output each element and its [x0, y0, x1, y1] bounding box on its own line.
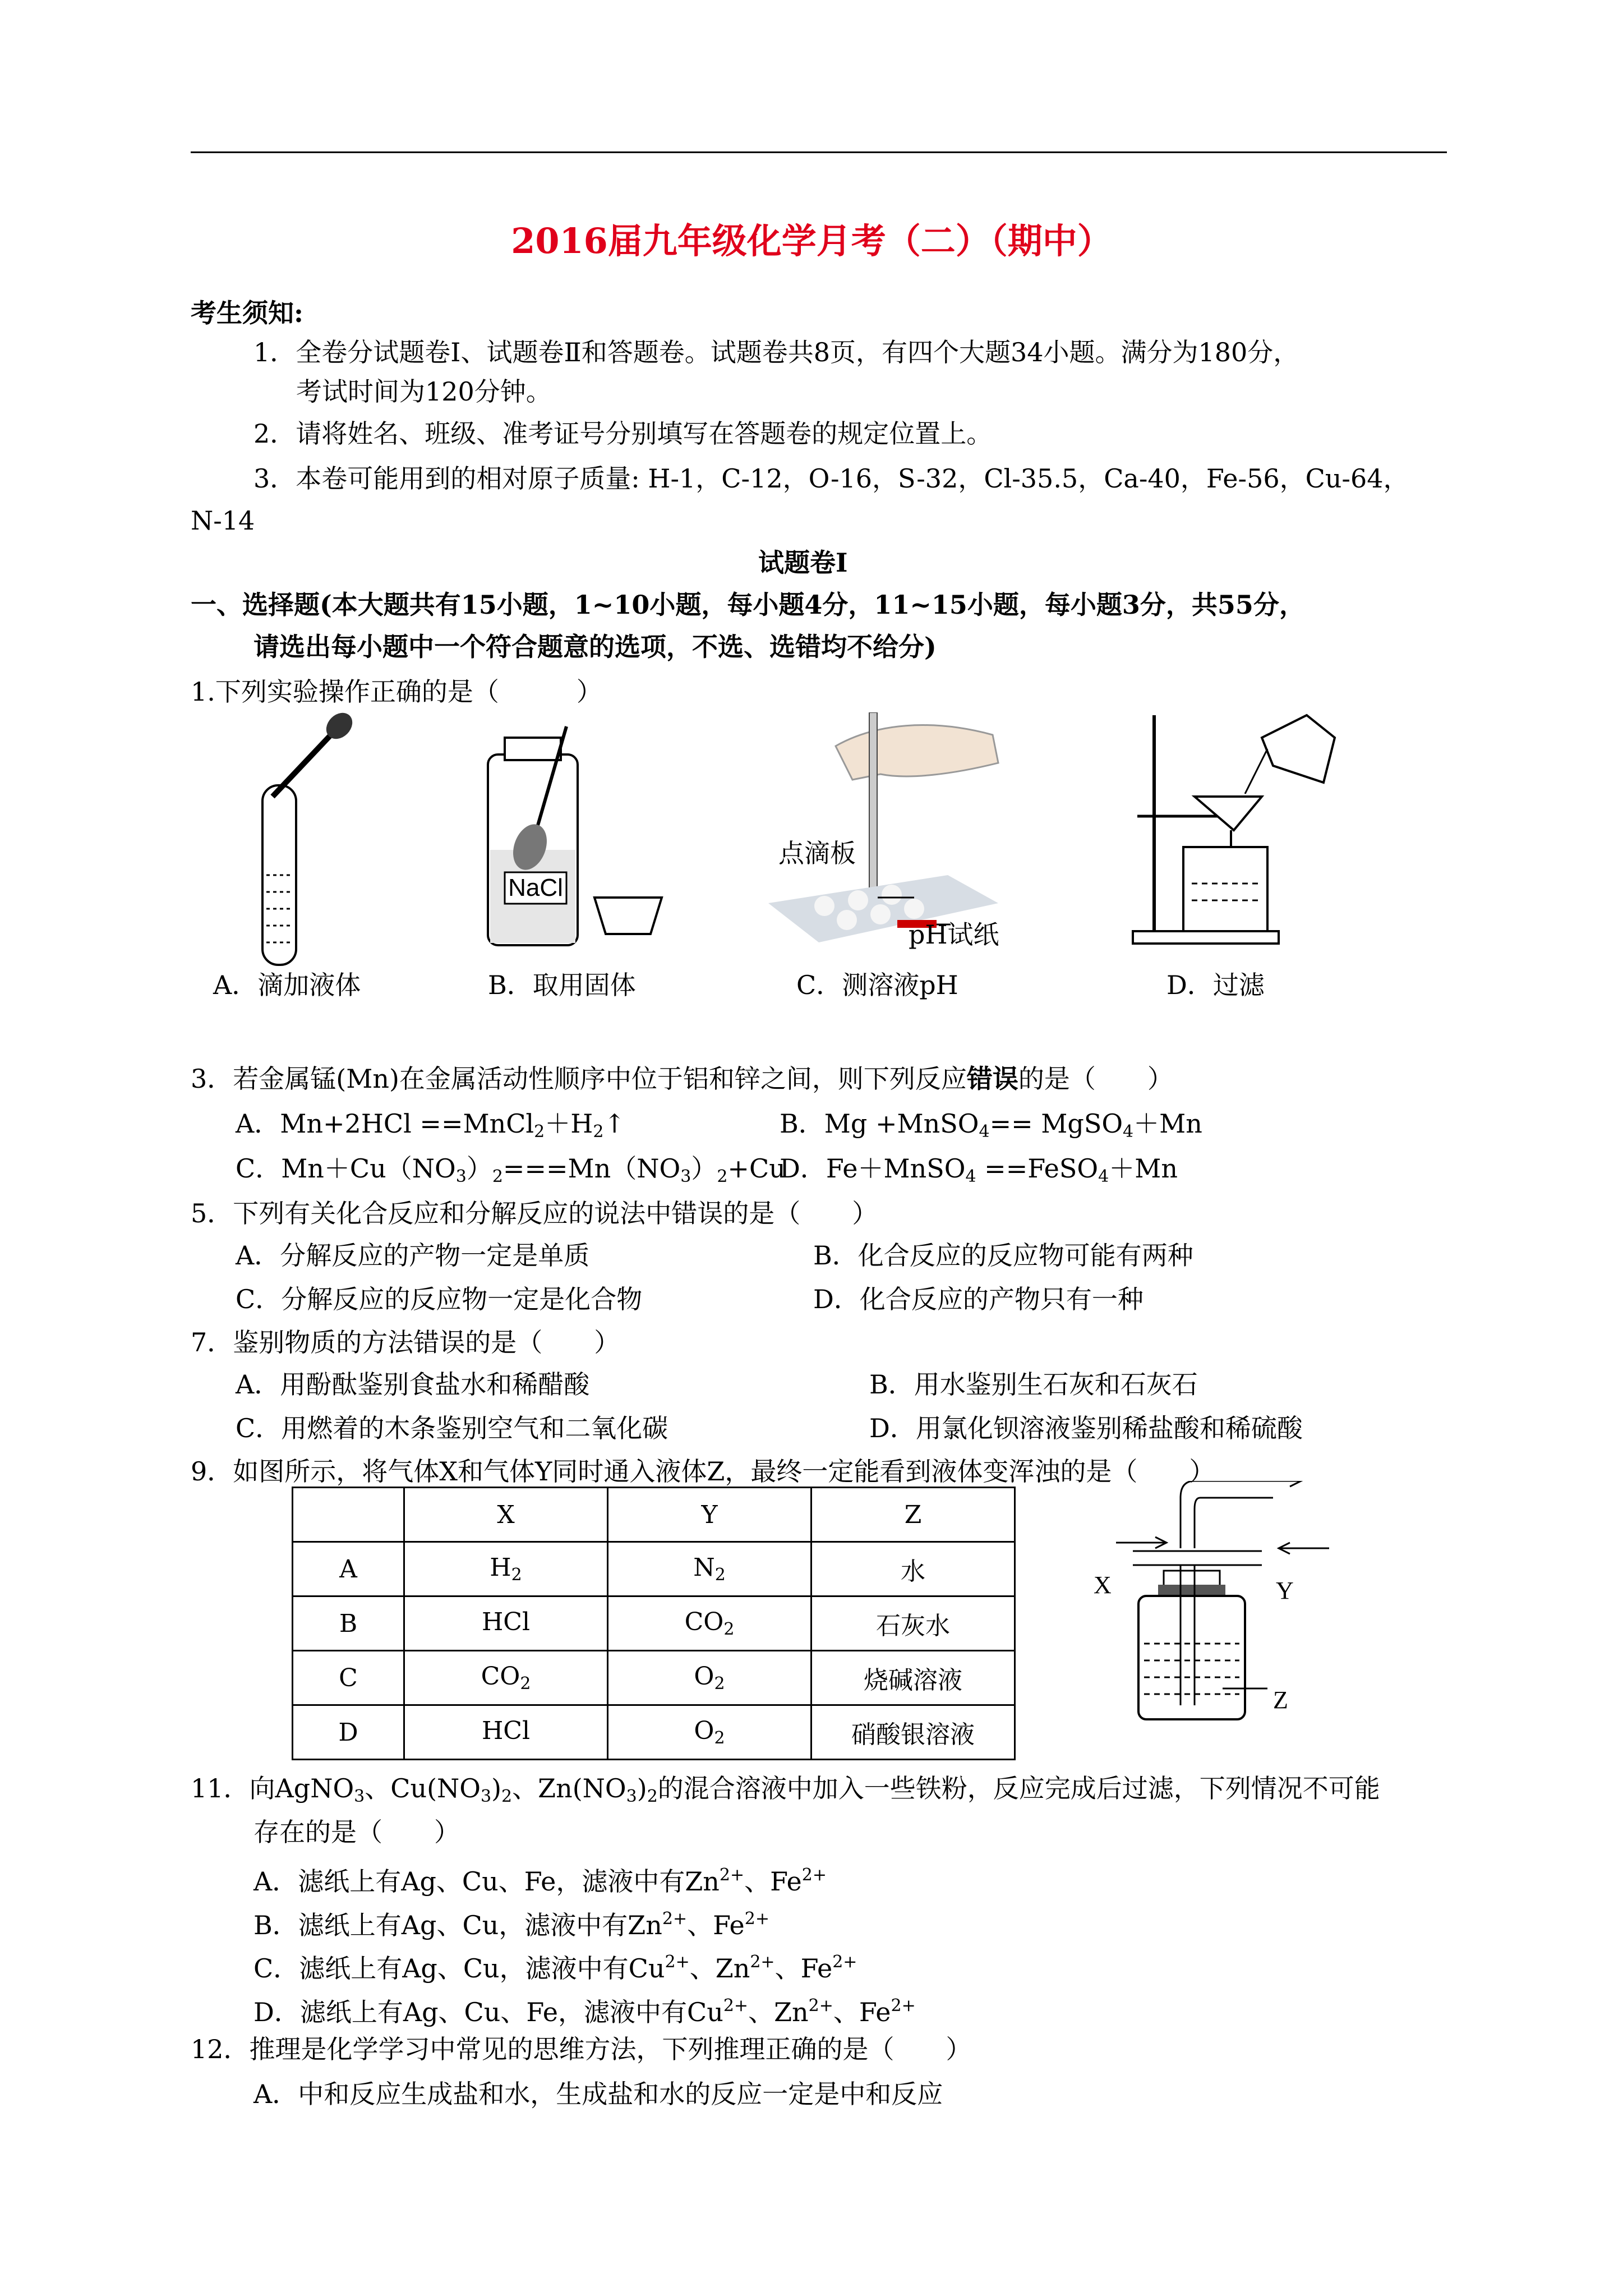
q7-option-b: B．用水鉴别生石灰和石灰石 [869, 1369, 1198, 1400]
part1-heading: 一、选择题(本大题共有15小题，1~10小题，每小题4分，11~15小题，每小题3分，共55分， [191, 590, 1305, 620]
q3-option-a: A．$Mn+2HCl ==MnCl_2+H_2↑$ [236, 1108, 625, 1142]
table-cell [293, 1488, 404, 1542]
notice-heading: 考生须知: [191, 298, 303, 328]
q7-option-c: C．用燃着的木条鉴别空气和二氧化碳 [236, 1413, 668, 1443]
q3-option-d: D．Fe＋MnSO$_4$ ==FeSO$_4$＋Mn [780, 1153, 1178, 1186]
dropper-test-tube-figure [236, 707, 370, 970]
q11-stem: 11．向AgNO$_3$、$Cu(NO_3)_2$、$Zn(NO_3)_2$的混合溶液中加入一些铁粉，反应完成后过滤，下列情况不可能 [191, 1773, 1380, 1806]
liquid-z-label: Z [1273, 1686, 1288, 1714]
q11-option-b: B．滤纸上有Ag、Cu，滤液中有$Zn^{2+}$、$Fe^{2+}$ [253, 1909, 769, 1940]
notice-item-3-cont: N-14 [191, 505, 255, 536]
q11-option-d: D．滤纸上有Ag、Cu、Fe，滤液中有$Cu^{2+}$、$Zn^{2+}$、$Fe^{2+}$ [253, 1996, 916, 2027]
notice-item-1-cont: 考试时间为120分钟。 [296, 376, 552, 407]
spot-plate-label: 点滴板 [778, 838, 856, 868]
q1-caption-a: A．滴加液体 [213, 970, 361, 1000]
q12-stem: 12．推理是化学学习中常见的思维方法，下列推理正确的是（ ） [191, 2034, 972, 2064]
part1-instruction: 请选出每小题中一个符合题意的选项，不选、选错均不给分) [253, 632, 937, 662]
q9-table [292, 1487, 1016, 1760]
q1-stem: 1.下列实验操作正确的是（ ） [191, 677, 602, 707]
section-title: 试题卷Ⅰ [758, 547, 848, 578]
ph-paper-label: pH试纸 [909, 919, 999, 950]
table-cell: X [404, 1488, 608, 1542]
gas-y-label: Y [1276, 1577, 1294, 1604]
q3-option-b: B．Mg +MnSO$_4$== MgSO$_4$＋Mn [780, 1108, 1202, 1142]
q1-caption-b: B．取用固体 [488, 970, 636, 1000]
q11-stem-cont: 存在的是（ ） [253, 1817, 460, 1847]
notice-item-2: 2．请将姓名、班级、准考证号分别填写在答题卷的规定位置上。 [253, 418, 993, 449]
notice-item-1: 1．全卷分试题卷Ⅰ、试题卷Ⅱ和答题卷。试题卷共8页，有四个大题34小题。满分为180分， [253, 337, 1299, 367]
nacl-label: NaCl [508, 874, 563, 901]
header-rule [191, 151, 1447, 153]
gas-x-label: X [1094, 1571, 1112, 1599]
q7-stem: 7．鉴别物质的方法错误的是（ ） [191, 1327, 620, 1358]
q1-caption-d: D．过滤 [1166, 970, 1265, 1000]
table-row: C $CO_2$ $O_2$ 烧碱溶液 [293, 1651, 1015, 1705]
filtration-figure [1122, 704, 1357, 951]
q3-option-c: C．$Mn+Cu(NO_3)_2===Mn(NO_3)_2+Cu$ [236, 1153, 786, 1186]
q5-option-b: B．化合反应的反应物可能有两种 [813, 1240, 1193, 1271]
table-row: A $H_2$ $N_2$ 水 [293, 1542, 1015, 1596]
q12-option-a: A．中和反应生成盐和水，生成盐和水的反应一定是中和反应 [253, 2079, 943, 2109]
q7-option-a: A．用酚酞鉴别食盐水和稀醋酸 [236, 1369, 590, 1400]
table-row: B HCl $CO_2$ 石灰水 [293, 1596, 1015, 1651]
exam-title: 2016届九年级化学月考（二）（期中） [511, 220, 1112, 261]
gas-bottle-figure [1066, 1481, 1368, 1728]
table-cell: Y [608, 1488, 811, 1542]
q9-stem: 9．如图所示，将气体X和气体Y同时通入液体Z，最终一定能看到液体变浑浊的是（ ） [191, 1456, 1215, 1487]
q5-option-d: D．化合反应的产物只有一种 [813, 1284, 1144, 1314]
q5-option-a: A．分解反应的产物一定是单质 [236, 1240, 590, 1271]
q11-option-c: C．滤纸上有Ag、Cu，滤液中有$Cu^{2+}$、$Zn^{2+}$、$Fe^{2+}$ [253, 1952, 857, 1984]
table-row: D HCl $O_2$ 硝酸银溶液 [293, 1705, 1015, 1760]
table-header-row [293, 1488, 1015, 1542]
q1-caption-c: C．测溶液pH [796, 970, 958, 1000]
q5-stem: 5．下列有关化合反应和分解反应的说法中错误的是（ ） [191, 1198, 878, 1228]
q5-option-c: C．分解反应的反应物一定是化合物 [236, 1284, 643, 1314]
table-cell: Z [811, 1488, 1015, 1542]
q11-option-a: A．滤纸上有Ag、Cu、Fe，滤液中有$Zn^{2+}$、$Fe^{2+}$ [253, 1865, 827, 1897]
q7-option-d: D．用氯化钡溶液鉴别稀盐酸和稀硫酸 [869, 1413, 1303, 1443]
q3-stem: 3．若金属锰(Mn)在金属活动性顺序中位于铝和锌之间，则下列反应错误的是（ ） [191, 1064, 1173, 1094]
nacl-bottle-figure [482, 721, 673, 951]
notice-item-3: 3．本卷可能用到的相对原子质量: H-1，C-12，O-16，S-32，Cl-35.5，Ca-40，Fe-56，Cu-64， [253, 463, 1409, 494]
